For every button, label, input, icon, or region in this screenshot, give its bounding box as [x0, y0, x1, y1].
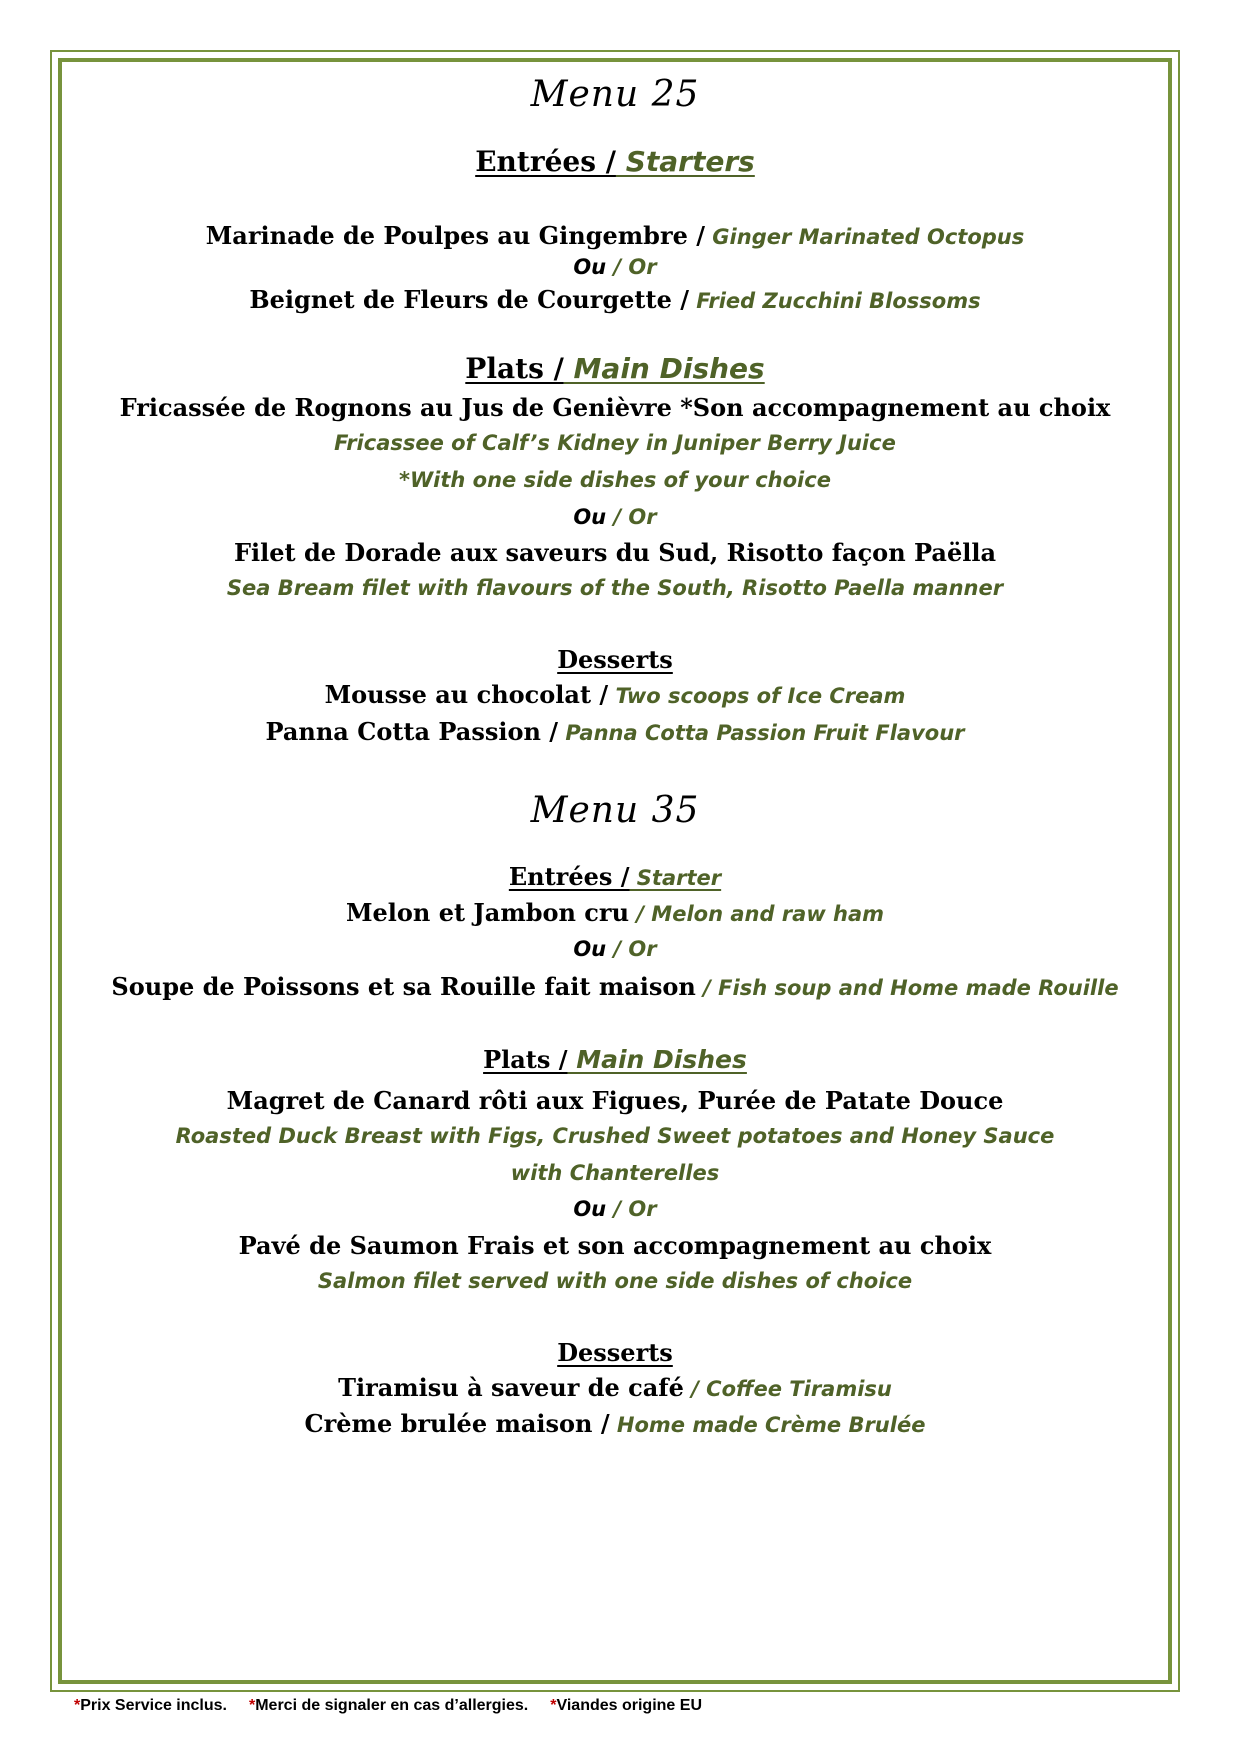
footer-note-allergies: Merci de signaler en cas d’allergies.: [255, 1697, 529, 1714]
menu-35-starter-2: [58, 972, 1172, 1001]
menu-35-title: Menu 35: [530, 790, 700, 831]
dish-fr: Melon et Jambon cru: [345, 898, 630, 927]
menu-25-starter-1: [58, 221, 1172, 250]
menu-25-or-1: [58, 255, 1172, 279]
or-en: / Or: [606, 505, 657, 529]
dish-fr: Pavé de Saumon Frais et son accompagnement au choix: [238, 1231, 992, 1260]
dish-fr: Panna Cotta Passion /: [265, 717, 559, 746]
footer-note-meat-origin: Viandes origine EU: [556, 1697, 702, 1714]
or-fr: Ou: [573, 1197, 607, 1221]
dish-en: Fried Zucchini Blossoms: [689, 289, 981, 313]
dish-fr: Marinade de Poulpes au Gingembre /: [205, 221, 705, 250]
footer-star: *: [550, 1697, 557, 1714]
menu-25-dessert-2: [58, 717, 1172, 746]
heading-fr: Plats /: [465, 352, 564, 385]
heading-en: Main Dishes: [563, 352, 765, 385]
menu-25-title: Menu 25: [530, 74, 700, 115]
or-fr: Ou: [573, 505, 607, 529]
footer-note-service: Prix Service inclus.: [80, 1697, 227, 1714]
or-en: / Or: [606, 255, 657, 279]
heading-en: Main Dishes: [567, 1045, 747, 1074]
dish-fr: Beignet de Fleurs de Courgette /: [249, 285, 689, 314]
heading-fr: Plats /: [483, 1045, 568, 1074]
dish-fr: Soupe de Poissons et sa Rouille fait maison: [111, 972, 696, 1001]
menu-35-main-1: [58, 1086, 1172, 1115]
menu-35-starters-heading: [58, 862, 1172, 891]
dish-en: / Fish soup and Home made Rouille: [695, 976, 1119, 1000]
heading-fr: Entrées /: [508, 862, 630, 891]
dish-fr: Mousse au chocolat /: [324, 680, 609, 709]
heading-fr: Entrées /: [475, 145, 616, 178]
dish-en: / Melon and raw ham: [629, 902, 885, 926]
footer-star: *: [248, 1697, 256, 1714]
dish-en: Home made Crème Brulée: [609, 1413, 926, 1437]
menu-35-or-1: [58, 937, 1172, 961]
dish-fr: Crème brulée maison /: [304, 1409, 610, 1438]
menu-25-starter-2: [58, 285, 1172, 314]
menu-35-dessert-2: [58, 1409, 1172, 1438]
or-en: / Or: [606, 1197, 657, 1221]
footer-star: *: [74, 1697, 81, 1714]
dish-en: / Coffee Tiramisu: [683, 1377, 892, 1401]
menu-35-main-2: [58, 1231, 1172, 1260]
menu-25-main-2-en: Sea Bream filet with flavours of the South, Risotto Paella manner: [226, 576, 1004, 600]
menu-25-or-2: [58, 505, 1172, 529]
menu-35-main-1-en-line2: with Chanterelles: [510, 1161, 720, 1185]
dish-fr: Magret de Canard rôti aux Figues, Purée de Patate Douce: [226, 1086, 1004, 1115]
menu-35-starter-1: [58, 898, 1172, 927]
menu-25-main-1-en: Fricassee of Calf’s Kidney in Juniper Berry Juice: [334, 431, 896, 455]
footer-notes: [74, 1697, 702, 1715]
dish-fr: Filet de Dorade aux saveurs du Sud, Risotto façon Paëlla: [234, 538, 996, 567]
heading-en: Starters: [615, 145, 755, 178]
dish-en: Two scoops of Ice Cream: [608, 684, 906, 708]
menu-35-mains-heading: [58, 1045, 1172, 1074]
menu-25-starters-heading: [58, 145, 1172, 178]
menu-35-main-2-en: Salmon filet served with one side dishes of choice: [317, 1269, 913, 1293]
or-en: / Or: [606, 937, 657, 961]
menu-35-or-2: [58, 1197, 1172, 1221]
menu-35-main-1-en-line1: Roasted Duck Breast with Figs, Crushed Sweet potatoes and Honey Sauce: [175, 1124, 1055, 1148]
or-fr: Ou: [573, 255, 607, 279]
menu-35-desserts-heading: Desserts: [557, 1338, 673, 1367]
menu-25-main-1-side: *With one side dishes of your choice: [399, 468, 831, 492]
menu-25-main-1: [58, 393, 1172, 422]
dish-fr: Fricassée de Rognons au Jus de Genièvre *Son accompagnement au choix: [119, 393, 1111, 422]
heading-en: Starter: [629, 866, 722, 890]
menu-35-dessert-1: [58, 1373, 1172, 1402]
menu-25-mains-heading: [58, 352, 1172, 385]
menu-25-dessert-1: [58, 680, 1172, 709]
menu-25-main-2: [58, 538, 1172, 567]
menu-25-desserts-heading: Desserts: [557, 645, 673, 674]
dish-en: Ginger Marinated Octopus: [705, 225, 1025, 249]
or-fr: Ou: [573, 937, 607, 961]
dish-en: Panna Cotta Passion Fruit Flavour: [558, 721, 965, 745]
dish-fr: Tiramisu à saveur de café: [338, 1373, 684, 1402]
